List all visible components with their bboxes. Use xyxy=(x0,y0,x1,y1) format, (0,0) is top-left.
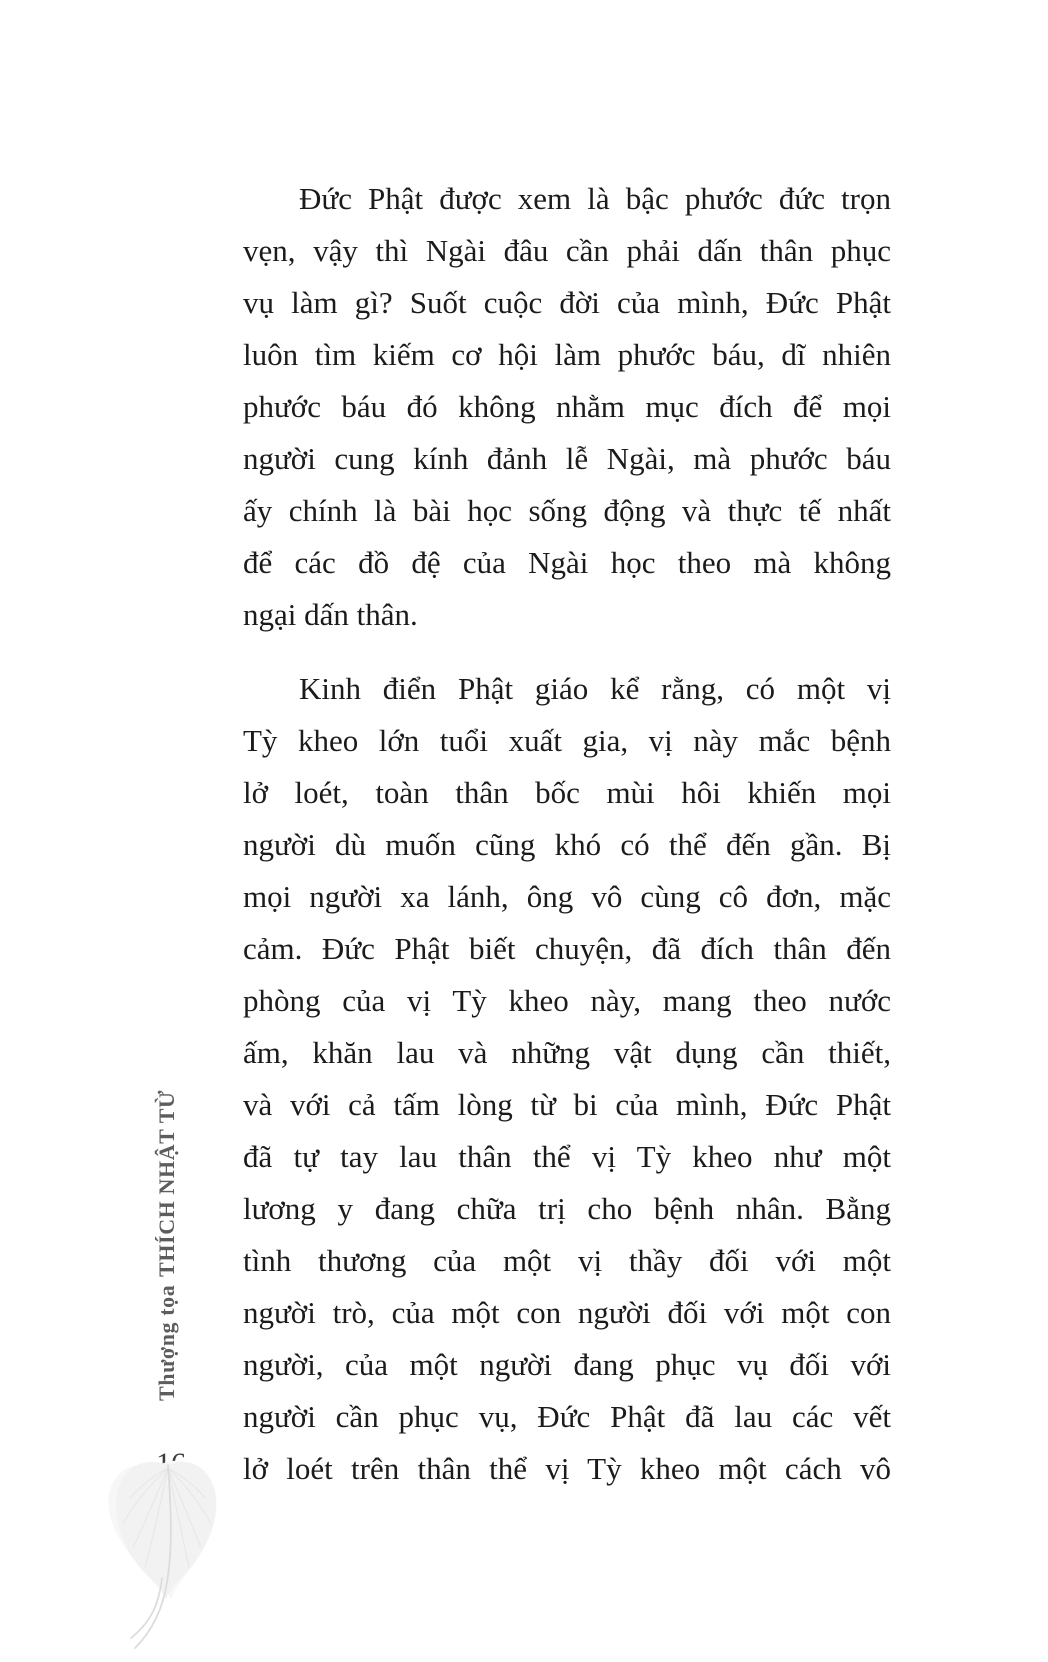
text-line: ấy chính là bài học sống động và thực tế nhất xyxy=(243,493,891,528)
paragraph-2 xyxy=(243,663,891,1495)
text-line: người dù muốn cũng khó có thể đến gần. Bị xyxy=(243,827,891,862)
text-line: để các đồ đệ của Ngài học theo mà không xyxy=(243,545,891,580)
text-line: người cần phục vụ, Đức Phật đã lau các vết xyxy=(243,1399,891,1434)
body-text xyxy=(243,173,891,1495)
text-line: Đức Phật được xem là bậc phước đức trọn xyxy=(299,181,891,216)
text-line: người cung kính đảnh lễ Ngài, mà phước báu xyxy=(243,441,891,476)
text-line: lở loét trên thân thể vị Tỳ kheo một cách vô xyxy=(243,1451,891,1486)
text-line: vụ làm gì? Suốt cuộc đời của mình, Đức Phật xyxy=(243,285,891,320)
leaf-front-shape xyxy=(116,1462,216,1599)
text-line: lương y đang chữa trị cho bệnh nhân. Bằng xyxy=(243,1191,891,1226)
text-line: phước báu đó không nhằm mục đích để mọi xyxy=(243,389,891,424)
text-line: ngại dấn thân. xyxy=(243,597,418,632)
bodhi-leaf-watermark-icon xyxy=(104,1452,234,1660)
text-line: Tỳ kheo lớn tuổi xuất gia, vị này mắc bệnh xyxy=(243,723,891,758)
text-line: người, của một người đang phục vụ đối với xyxy=(243,1347,891,1382)
text-line: Kinh điển Phật giáo kể rằng, có một vị xyxy=(299,671,891,706)
text-line: người trò, của một con người đối với một con xyxy=(243,1295,891,1330)
text-line: tình thương của một vị thầy đối với một xyxy=(243,1243,891,1278)
running-author-vertical xyxy=(152,1090,182,1401)
text-line: mọi người xa lánh, ông vô cùng cô đơn, mặc xyxy=(243,879,891,914)
text-line: đã tự tay lau thân thể vị Tỳ kheo như một xyxy=(243,1139,891,1174)
text-line: cảm. Đức Phật biết chuyện, đã đích thân đến xyxy=(243,931,891,966)
text-line: lở loét, toàn thân bốc mùi hôi khiến mọi xyxy=(243,775,891,810)
text-line: vẹn, vậy thì Ngài đâu cần phải dấn thân phục xyxy=(243,233,891,268)
author-name: THÍCH NHẬT TỪ xyxy=(154,1089,179,1277)
text-line: luôn tìm kiếm cơ hội làm phước báu, dĩ nhiên xyxy=(243,337,891,372)
paragraph-1 xyxy=(243,173,891,641)
text-line: phòng của vị Tỳ kheo này, mang theo nước xyxy=(243,983,891,1018)
author-prefix: Thượng tọa xyxy=(154,1284,179,1401)
text-line: ấm, khăn lau và những vật dụng cần thiết, xyxy=(243,1035,891,1070)
text-line: và với cả tấm lòng từ bi của mình, Đức Phật xyxy=(243,1087,891,1122)
